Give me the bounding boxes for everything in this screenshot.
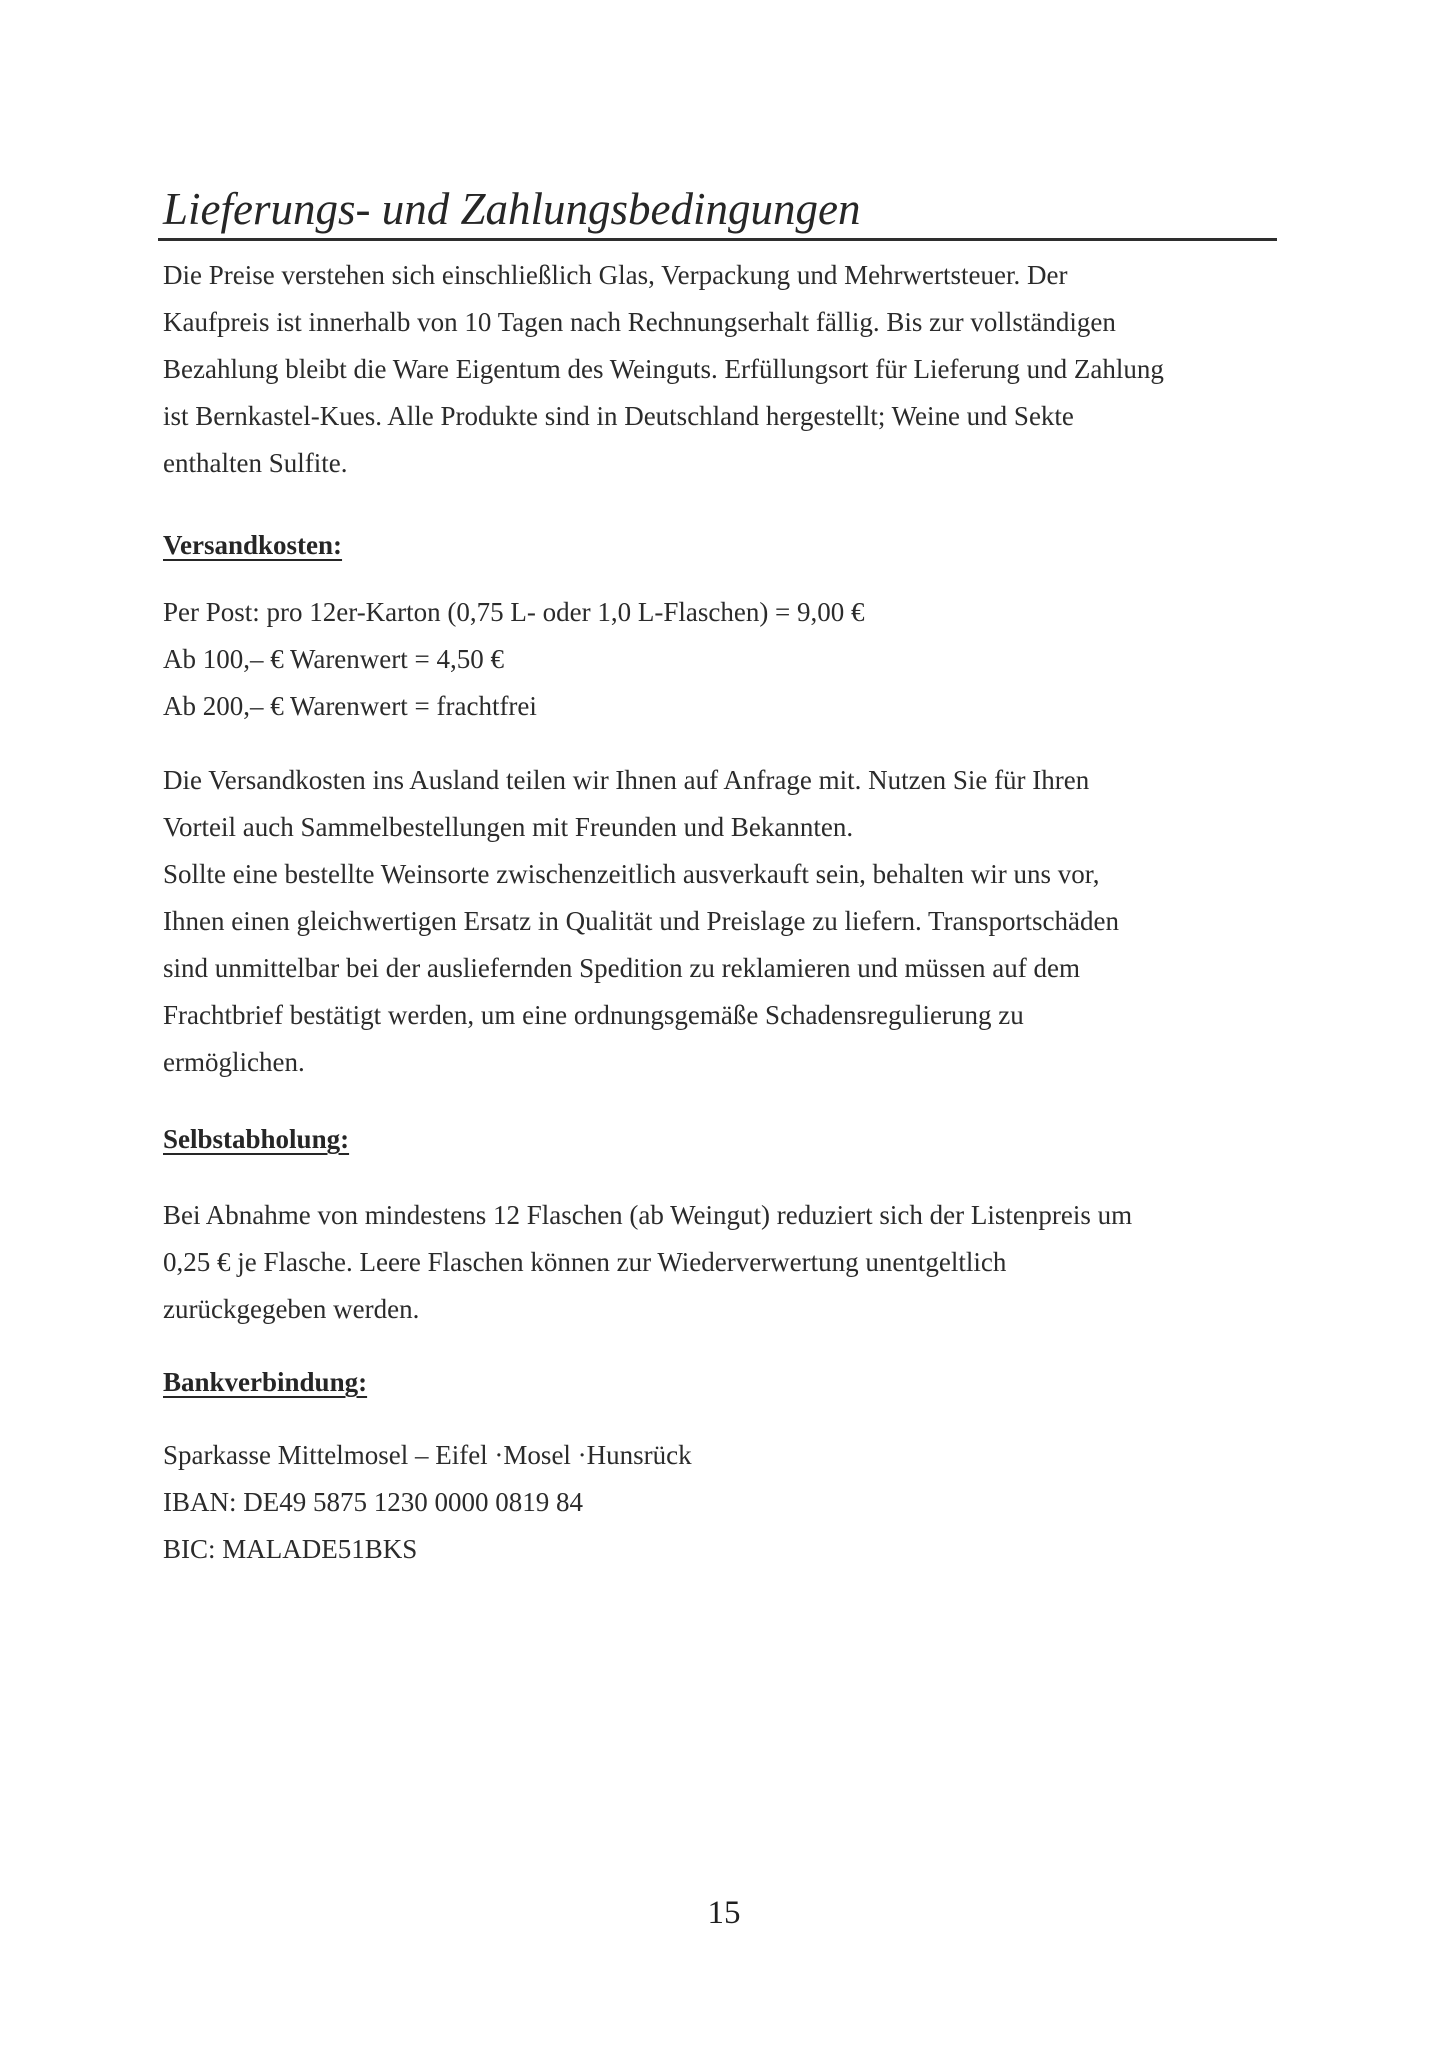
text-line: Ab 100,– € Warenwert = 4,50 € xyxy=(163,644,504,674)
document-content xyxy=(163,180,1343,1573)
text-line: Bei Abnahme von mindestens 12 Flaschen (ab Weingut) reduziert sich der Listenpreis um xyxy=(163,1200,1133,1230)
text-line: Sollte eine bestellte Weinsorte zwischenzeitlich ausverkauft sein, behalten wir uns vor, xyxy=(163,859,1100,889)
text-line: Die Versandkosten ins Ausland teilen wir Ihnen auf Anfrage mit. Nutzen Sie für Ihren xyxy=(163,765,1090,795)
text-line: Ihnen einen gleichwertigen Ersatz in Qualität und Preislage zu liefern. Transportschäden xyxy=(163,906,1119,936)
text-line: sind unmittelbar bei der ausliefernden Spedition zu reklamieren und müssen auf dem xyxy=(163,953,1080,983)
text-line: zurückgegeben werden. xyxy=(163,1294,420,1324)
shipping-notes-paragraph xyxy=(163,757,1343,1086)
pickup-heading: Selbstabholung: xyxy=(163,1124,350,1154)
page-number: 15 xyxy=(707,1895,741,1931)
bank-name-line: Sparkasse Mittelmosel – Eifel ·Mosel ·Hunsrück xyxy=(163,1440,692,1470)
bic-line: BIC: MALADE51BKS xyxy=(163,1534,418,1564)
shipping-heading: Versandkosten: xyxy=(163,530,343,560)
text-line: Ab 200,– € Warenwert = frachtfrei xyxy=(163,691,537,721)
text-line: Bezahlung bleibt die Ware Eigentum des Weinguts. Erfüllungsort für Lieferung und Zahlung xyxy=(163,354,1164,384)
title-rule xyxy=(158,238,1277,241)
text-line: Kaufpreis ist innerhalb von 10 Tagen nach Rechnungserhalt fällig. Bis zur vollständigen xyxy=(163,307,1116,337)
text-line: Per Post: pro 12er-Karton (0,75 L- oder 1,0 L-Flaschen) = 9,00 € xyxy=(163,597,865,627)
text-line: Die Preise verstehen sich einschließlich Glas, Verpackung und Mehrwertsteuer. Der xyxy=(163,260,1068,290)
page-title: Lieferungs- und Zahlungsbedingungen xyxy=(163,184,861,234)
text-line: 0,25 € je Flasche. Leere Flaschen können zur Wiederverwertung unentgeltlich xyxy=(163,1247,1007,1277)
text-line: enthalten Sulfite. xyxy=(163,448,348,478)
shipping-rates xyxy=(163,589,1343,730)
text-line: ist Bernkastel-Kues. Alle Produkte sind in Deutschland hergestellt; Weine und Sekte xyxy=(163,401,1074,431)
intro-paragraph xyxy=(163,252,1343,487)
bank-heading: Bankverbindung: xyxy=(163,1367,368,1397)
pickup-paragraph xyxy=(163,1192,1343,1333)
text-line: Frachtbrief bestätigt werden, um eine ordnungsgemäße Schadensregulierung zu xyxy=(163,1000,1024,1030)
bank-details xyxy=(163,1432,1343,1573)
text-line: Vorteil auch Sammelbestellungen mit Freunden und Bekannten. xyxy=(163,812,854,842)
iban-line: IBAN: DE49 5875 1230 0000 0819 84 xyxy=(163,1487,583,1517)
text-line: ermöglichen. xyxy=(163,1047,305,1077)
